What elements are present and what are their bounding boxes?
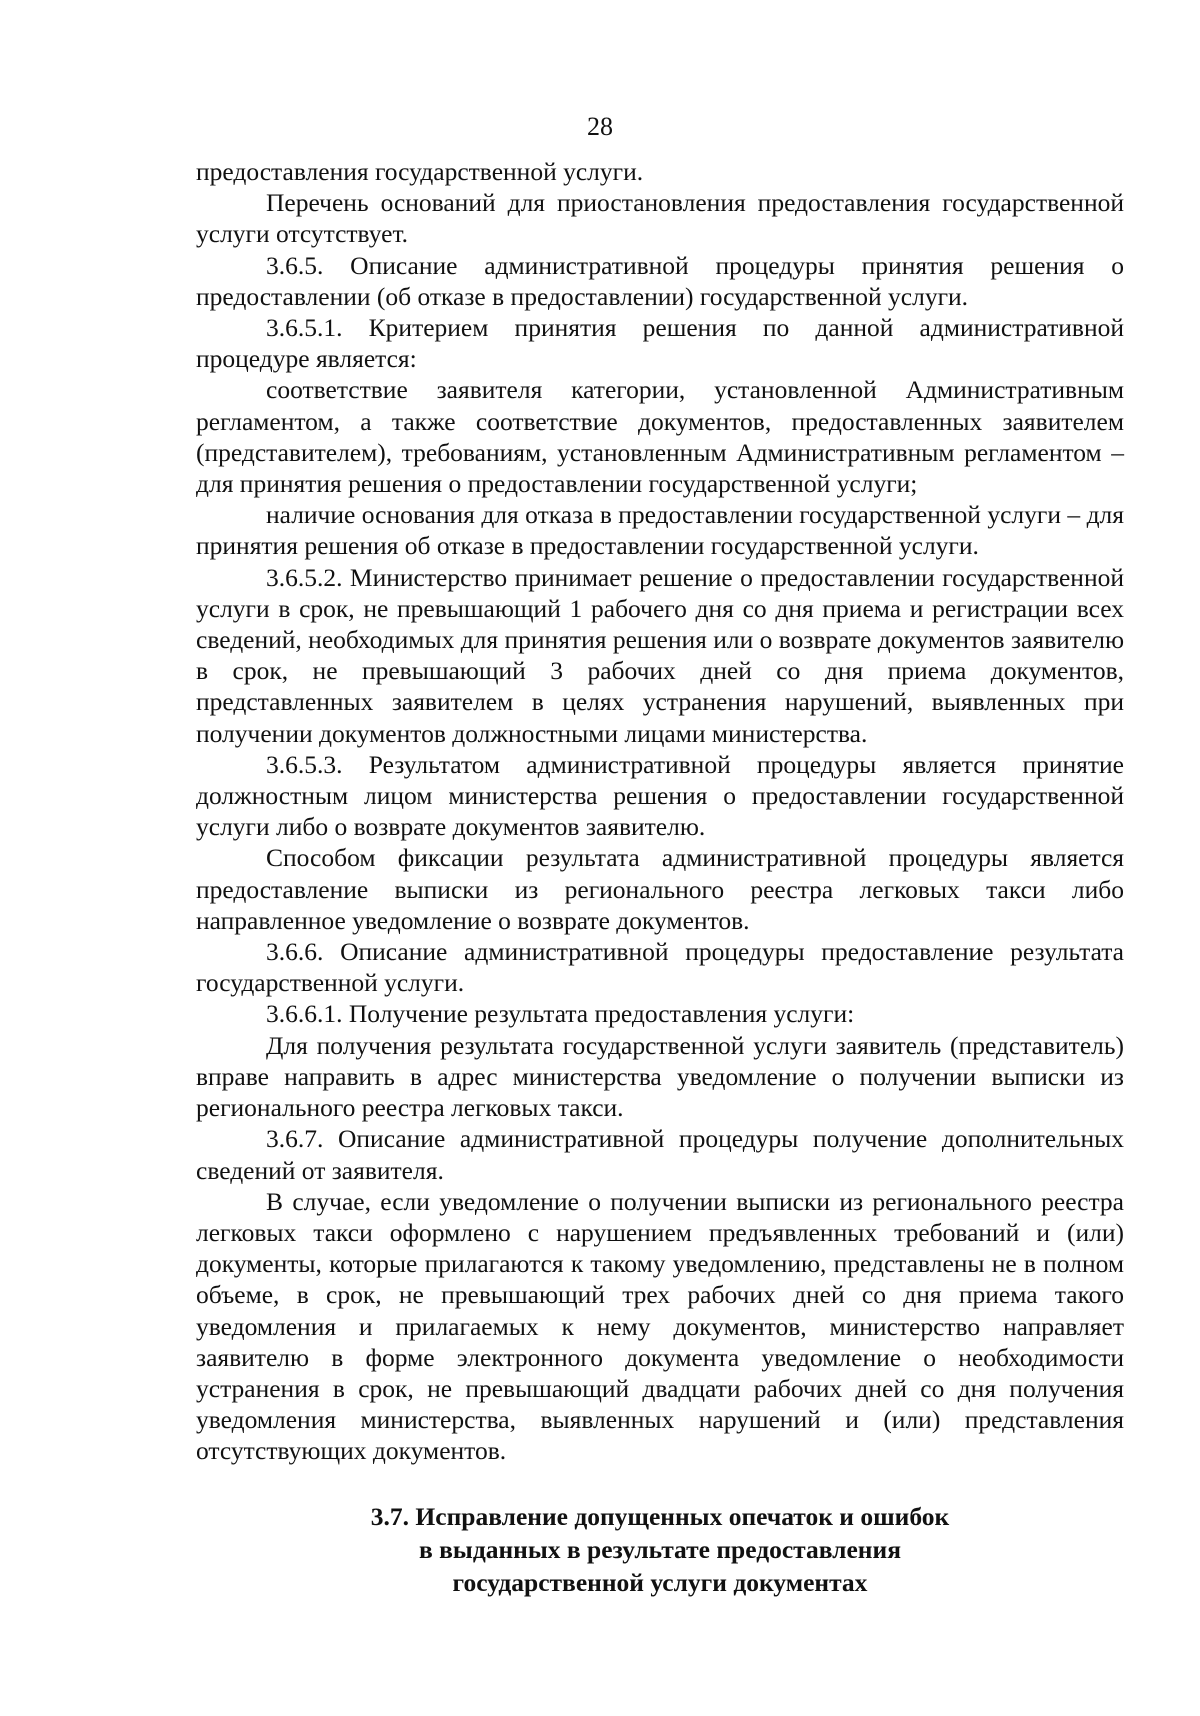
section-heading-line: в выданных в результате предоставления [419,1535,901,1564]
paragraph: В случае, если уведомление о получении выписки из регионального реестра легковых такси оформлено с нарушением предъявленных требований и (или) документы, которые прилагаются к такому уведомлению, представлены не в полном объеме, в срок, не превышающий трех рабочих дней со дня приема такого уведомления и прилагаемых к нему документов, министерство направляет заявителю в форме электронного документа уведомление о необходимости устранения в срок, не превышающий двадцати рабочих дней со дня получения уведомления министерства, выявленных нарушений и (или) представления отсутствующих документов. [196,1186,1124,1466]
paragraph-3-6-5: 3.6.5. Описание административной процедуры принятия решения о предоставлении (об отказе в предоставлении) государственной услуги. [196,250,1124,311]
paragraph: Способом фиксации результата административной процедуры является предоставление выписки из регионального реестра легковых такси либо направленное уведомление о возврате документов. [196,843,1124,935]
paragraph-3-6-6-1: 3.6.6.1. Получение результата предоставления услуги: [266,999,855,1029]
paragraph: Перечень оснований для приостановления предоставления государственной услуги отсутствует. [196,188,1124,249]
paragraph: наличие основания для отказа в предоставлении государственной услуги – для принятия решения об отказе в предоставлении государственной услуги. [196,500,1124,561]
paragraph-continuation: предоставления государственной услуги. [196,157,644,186]
section-heading-line: государственной услуги документах [452,1568,868,1597]
paragraph-3-6-7: 3.6.7. Описание административной процедуры получение дополнительных сведений от заявителя. [196,1124,1124,1185]
paragraph: Для получения результата государственной услуги заявитель (представитель) вправе направить в адрес министерства уведомление о получении выписки из регионального реестра легковых такси. [196,1030,1124,1123]
paragraph: соответствие заявителя категории, установленной Административным регламентом, а также соответствие документов, предоставленных заявителем (представителем), требованиям, установленным Административным регламентом – для принятия решения о предоставлении государственной услуги; [196,375,1124,499]
paragraph-3-6-5-3: 3.6.5.3. Результатом административной процедуры является принятие должностным лицом министерства решения о предоставлении государственной услуги либо о возврате документов заявителю. [196,749,1124,842]
paragraph-3-6-5-1: 3.6.5.1. Критерием принятия решения по данной административной процедуре является: [196,313,1124,374]
section-heading-3-7 [196,1500,1124,1599]
document-body [196,156,1124,1467]
page-number: 28 [587,112,613,141]
paragraph-3-6-5-2: 3.6.5.2. Министерство принимает решение о предоставлении государственной услуги в срок, не превышающий 1 рабочего дня со дня приема и регистрации всех сведений, необходимых для принятия решения или о возврате документов заявителю в срок, не превышающий 3 рабочих дней со дня приема документов, представленных заявителем в целях устранения нарушений, выявленных при получении документов должностными лицами министерства. [196,562,1125,748]
section-heading-line: 3.7. Исправление допущенных опечаток и ошибок [370,1502,950,1531]
paragraph-3-6-6: 3.6.6. Описание административной процедуры предоставление результата государственной услуги. [196,937,1124,998]
